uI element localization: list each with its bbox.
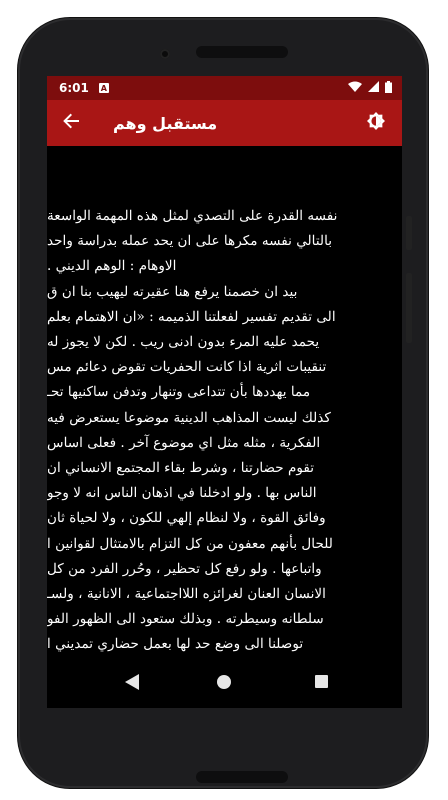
status-time: 6:01: [59, 81, 89, 95]
app-title: مستقبل وهم: [113, 113, 218, 133]
reader-content[interactable]: [47, 146, 402, 656]
bottom-speaker: [196, 771, 288, 783]
arrow-back-icon: [63, 113, 79, 133]
text-line: كذلك ليست المذاهب الدينية موضوعا يستعرض فيه: [47, 409, 331, 426]
front-camera: [160, 49, 170, 59]
notification-badge: A: [100, 83, 107, 93]
power-button[interactable]: [406, 216, 412, 250]
reader-text: [47, 204, 402, 656]
text-line: توصلنا الى وضع حد لها بعمل حضاري تمديني ا: [47, 636, 304, 653]
text-line: نفسه القدرة على التصدي لمثل هذه المهمة الواسعة: [47, 208, 338, 224]
text-line: وفائق القوة ، ولا لنظام إلهي للكون ، ولا لحياة ثان: [47, 510, 326, 527]
status-bar: [47, 76, 402, 100]
text-line: الى تقديم تفسير لفعلتنا الذميمه : «ان الاهتمام بعلم: [47, 308, 336, 325]
text-line: للحال بأنهم معفون من كل التزام بالامتثال لقوانين ا: [47, 535, 333, 552]
brightness-button[interactable]: [356, 100, 396, 146]
nav-recents-icon[interactable]: [315, 675, 328, 688]
text-line: تقوم حضارتنا ، وشرط بقاء المجتمع الانساني ان: [47, 460, 315, 477]
text-line: تنقيبات اثرية اذا كانت الحفريات تقوض دعائم مس: [47, 359, 327, 376]
text-line: سلطانه وسيطرته . وبذلك ستعود الى الظهور الفو: [47, 611, 324, 628]
screen: [47, 76, 402, 708]
text-line: بالتالي نفسه مكرها على ان يحد عمله بدراسة واحد: [47, 233, 332, 250]
text-line: بيد ان خصمنا يرفع هنا عقيرته ليهيب بنا ان ق: [47, 283, 298, 300]
text-line: الناس بها . ولو ادخلنا في اذهان الناس انه لا وجو: [47, 485, 317, 502]
status-icons: [348, 81, 392, 96]
wifi-icon: [348, 81, 362, 95]
text-line: الانسان العنان لغرائزه اللااجتماعية ، الانانية ، ولسـ: [47, 586, 326, 603]
text-line: واتباعها . ولو رفع كل تحظير ، وحُرر الفرد من كل: [47, 560, 322, 577]
top-speaker: [196, 46, 288, 58]
nav-back-icon[interactable]: [125, 674, 139, 694]
text-line: يحمد عليه المرء بدون ادنى ريب . لكن لا يجوز له: [47, 334, 320, 351]
back-button[interactable]: [47, 100, 95, 146]
app-bar: [47, 100, 402, 146]
battery-icon: [385, 81, 392, 96]
volume-button[interactable]: [406, 273, 412, 343]
text-line: الاوهام : الوهم الديني .: [47, 258, 177, 275]
navigation-bar: [47, 656, 402, 708]
text-line: مما يهددها بأن تتداعى وتنهار وتدفن ساكنيها تحـ: [47, 384, 311, 401]
signal-icon: [368, 81, 379, 95]
brightness-icon: [366, 111, 386, 135]
text-line: الفكرية ، مثله مثل اي موضوع آخر . فعلى اساس: [47, 434, 321, 451]
nav-home-icon[interactable]: [217, 675, 231, 689]
